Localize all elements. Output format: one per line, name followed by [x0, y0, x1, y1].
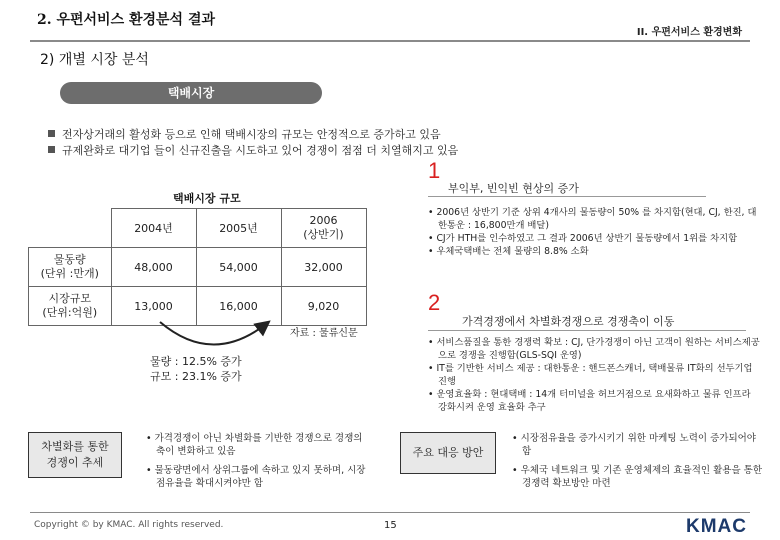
header-divider [30, 40, 750, 42]
bullet-square-icon [48, 146, 55, 153]
table-header-cell: 2004년 [111, 209, 196, 248]
table-header-cell: 2005년 [196, 209, 281, 248]
footer-divider [30, 512, 750, 513]
issue-2-item: • 운영효율화 : 현대택배 : 14개 터미널을 허브거점으로 요새화하고 물류 인프라 강화시켜 운영 효율화 추구 [428, 389, 751, 413]
page-title: 2. 우편서비스 환경분석 결과 [37, 12, 216, 28]
issue-1-item: • CJ가 HTH를 인수하였고 그 결과 2006년 상반기 물동량에서 1위를 차지함 [428, 233, 738, 244]
issue-1-title: 부익부, 빈익빈 현상의 증가 [448, 182, 579, 195]
subsection-title: 2) 개별 시장 분석 [40, 52, 149, 68]
table-header-cell: 2006 (상반기) [281, 209, 366, 248]
table-header-row [29, 209, 367, 248]
market-size-table [28, 208, 367, 326]
market-pill-label: 택배시장 [60, 82, 322, 104]
issue-2-list [428, 336, 760, 414]
response-list [512, 432, 762, 490]
table-title: 택배시장 규모 [173, 192, 241, 205]
trend-box: 차별화를 통한 경쟁이 추세 [28, 432, 122, 478]
issue-1-item: • 2006년 상반기 기준 상위 4개사의 물동량이 50% 를 차지함(현대, CJ, 한진, 대한통운 : 16,800만개 배달) [428, 207, 757, 231]
summary-bullet-text: 규제완화로 대기업 들이 신규진출을 시도하고 있어 경쟁이 점점 더 치열해지고 있음 [62, 144, 459, 157]
volume-growth: 물량 : 12.5% 증가 [150, 355, 242, 368]
issue-number-1: 1 [428, 158, 441, 183]
table-cell: 48,000 [111, 248, 196, 287]
issue-2-item: • IT를 기반한 서비스 제공 : 대한통운 : 핸드폰스캐너, 택배물류 IT화의 선두기업 진행 [428, 363, 753, 387]
response-item: • 시장점유율을 증가시키기 위한 마케팅 노력이 증가되어야 함 [512, 433, 756, 457]
table-row-label: 시장규모 (단위:억원) [29, 287, 112, 326]
table-cell: 9,020 [281, 287, 366, 326]
table-cell: 13,000 [111, 287, 196, 326]
copyright-text: Copyright © by KMAC. All rights reserved. [34, 520, 224, 530]
issue-1-list [428, 206, 760, 258]
issue-1-item: • 우체국택배는 전체 물량의 8.8% 소화 [428, 246, 589, 257]
summary-bullet-text: 전자상거래의 활성화 등으로 인해 택배시장의 규모는 안정적으로 증가하고 있음 [62, 128, 441, 141]
section-reference: II. 우편서비스 환경변화 [636, 27, 742, 38]
trend-list [146, 432, 368, 490]
table-cell: 54,000 [196, 248, 281, 287]
response-box: 주요 대응 방안 [400, 432, 496, 474]
trend-item: • 물동량면에서 상위그룹에 속하고 있지 못하며, 시장점유율을 확대시켜야만 함 [146, 465, 366, 489]
issue-number-2: 2 [428, 290, 441, 315]
trend-item: • 가격경쟁이 아닌 차별화를 기반한 경쟁으로 경쟁의 축이 변화하고 있음 [146, 433, 363, 457]
table-cell: 32,000 [281, 248, 366, 287]
table-source: 자료 : 물류신문 [290, 328, 358, 339]
kmac-logo: KMAC [686, 516, 747, 537]
growth-arc-arrow-icon [150, 318, 280, 354]
issue-2-item: • 서비스품질을 통한 경쟁력 확보 : CJ, 단가경쟁이 아닌 고객이 원하는 서비스제공으로 경쟁을 진행함(GLS-SQI 운영) [428, 337, 760, 361]
summary-bullet-2 [48, 142, 458, 158]
issue-2-title: 가격경쟁에서 차별화경쟁으로 경쟁축이 이동 [462, 315, 675, 328]
size-growth: 규모 : 23.1% 증가 [150, 370, 242, 383]
growth-summary [150, 354, 242, 384]
issue-1-underline [428, 196, 706, 197]
table-corner-cell [29, 209, 112, 248]
table-row-label: 물동량 (단위 :만개) [29, 248, 112, 287]
bullet-square-icon [48, 130, 55, 137]
page-number: 15 [384, 520, 397, 531]
issue-2-underline [428, 330, 746, 331]
table-cell: 16,000 [196, 287, 281, 326]
table-row [29, 248, 367, 287]
summary-bullet-1 [48, 126, 441, 142]
response-item: • 우체국 네트워크 및 기존 운영체제의 효율적인 활용을 통한 경쟁력 확보방안 마련 [512, 465, 763, 489]
